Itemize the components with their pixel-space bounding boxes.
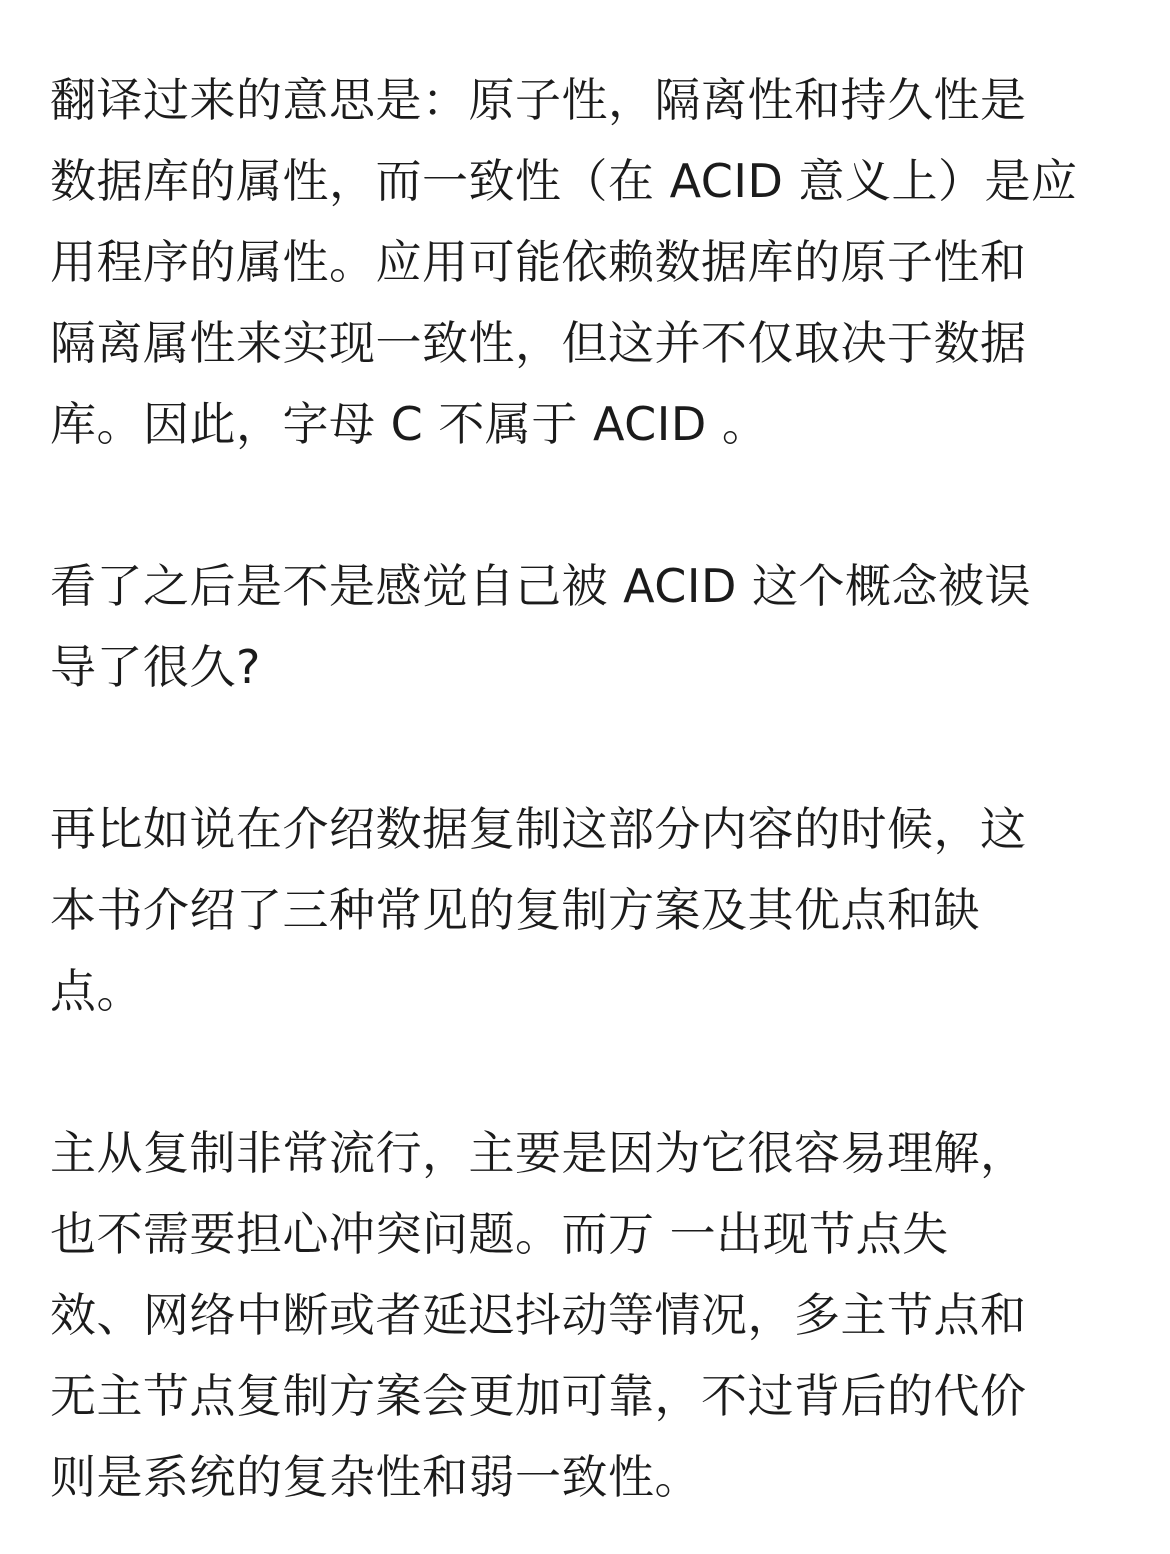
paragraph-acid-translation xyxy=(50,60,1130,465)
text-line: 用程序的属性。应用可能依赖数据库的原子性和 xyxy=(50,235,1027,289)
article-body xyxy=(50,60,1130,1518)
paragraph-replication-intro xyxy=(50,789,1130,1032)
text-line: 主从复制非常流行，主要是因为它很容易理解， xyxy=(50,1126,1027,1180)
paragraph-replication-tradeoffs xyxy=(50,1113,1130,1518)
text-line: 本书介绍了三种常见的复制方案及其优点和缺 xyxy=(50,883,980,937)
text-line: 无主节点复制方案会更加可靠，不过背后的代价 xyxy=(50,1369,1027,1423)
paragraph-spacer xyxy=(50,708,1130,789)
paragraph-spacer xyxy=(50,1032,1130,1113)
text-line: 则是系统的复杂性和弱一致性。 xyxy=(50,1450,701,1504)
text-line: 导了很久? xyxy=(50,640,261,694)
text-line: 也不需要担心冲突问题。而万 一出现节点失 xyxy=(50,1207,949,1261)
text-line: 翻译过来的意思是：原子性，隔离性和持久性是 xyxy=(50,73,1027,127)
paragraph-spacer xyxy=(50,465,1130,546)
text-line: 效、网络中断或者延迟抖动等情况，多主节点和 xyxy=(50,1288,1027,1342)
text-line: 数据库的属性，而一致性（在 ACID 意义上）是应 xyxy=(50,154,1078,208)
text-line: 库。因此，字母 C 不属于 ACID 。 xyxy=(50,397,769,451)
text-line: 隔离属性来实现一致性，但这并不仅取决于数据 xyxy=(50,316,1027,370)
paragraph-misled-question xyxy=(50,546,1130,708)
text-line: 再比如说在介绍数据复制这部分内容的时候，这 xyxy=(50,802,1027,856)
text-line: 点。 xyxy=(50,964,143,1018)
text-line: 看了之后是不是感觉自己被 ACID 这个概念被误 xyxy=(50,559,1032,613)
